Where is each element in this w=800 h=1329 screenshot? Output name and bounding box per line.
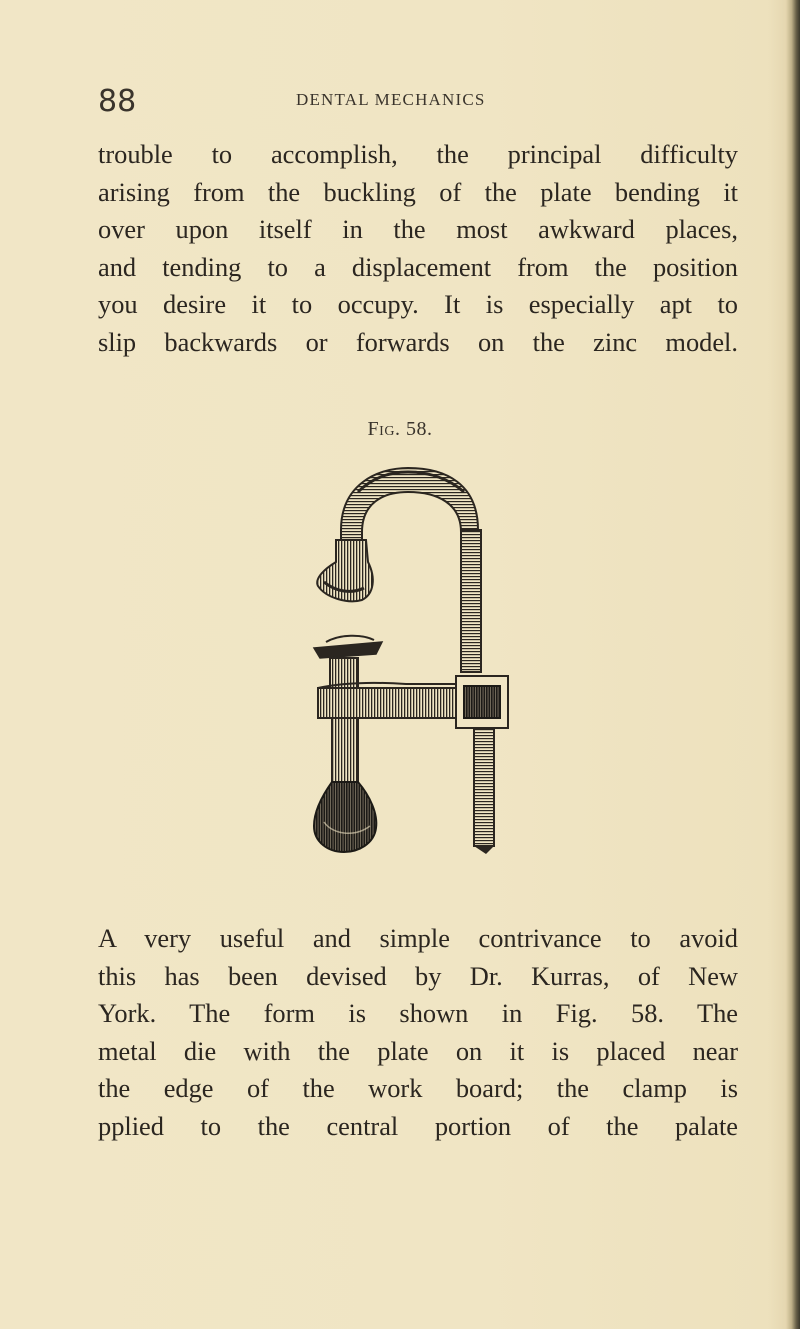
clamp-illustration bbox=[296, 462, 526, 862]
paragraph-line: arising from the buckling of the plate bending it bbox=[98, 176, 738, 207]
paragraph-line: the edge of the work board; the clamp is bbox=[98, 1073, 738, 1104]
page-edge-shadow bbox=[786, 0, 800, 1329]
page-number: 88 bbox=[98, 84, 137, 119]
running-title: DENTAL MECHANICS bbox=[296, 90, 486, 109]
paragraph-2 bbox=[98, 920, 738, 1146]
figure-caption bbox=[0, 418, 800, 441]
paragraph-line: you desire it to occupy. It is especially apt to bbox=[98, 289, 738, 320]
paragraph-line: over upon itself in the most awkward places, bbox=[98, 214, 738, 245]
paragraph-line: this has been devised by Dr. Kurras, of New bbox=[98, 960, 738, 991]
paragraph-line: metal die with the plate on it is placed near bbox=[98, 1035, 738, 1066]
paragraph-line: A very useful and simple contrivance to avoid bbox=[98, 923, 738, 953]
paragraph-line: slip backwards or forwards on the zinc model. bbox=[98, 326, 738, 357]
paragraph-1 bbox=[98, 136, 738, 362]
running-head bbox=[98, 84, 738, 124]
paragraph-line: and tending to a displacement from the position bbox=[98, 251, 738, 282]
paragraph-line: pplied to the central portion of the palate bbox=[98, 1110, 738, 1141]
figure-caption-text: Fig. 58. bbox=[367, 418, 433, 440]
clamp-icon bbox=[296, 462, 526, 862]
paragraph-line: York. The form is shown in Fig. 58. The bbox=[98, 998, 738, 1029]
paragraph-line: trouble to accomplish, the principal difficulty bbox=[98, 139, 738, 169]
